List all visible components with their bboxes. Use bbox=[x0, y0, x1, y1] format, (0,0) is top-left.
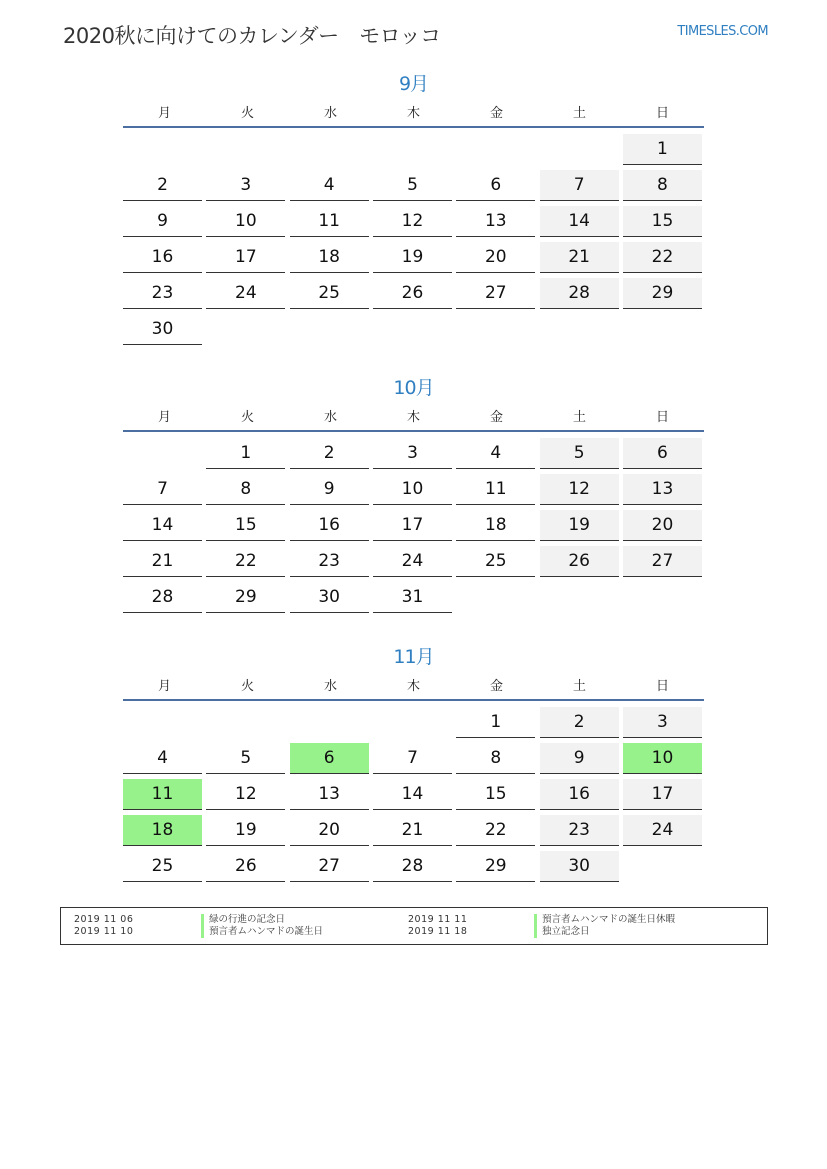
day-cell: 23 bbox=[290, 546, 369, 577]
empty-cell bbox=[290, 133, 369, 169]
weekday-sun: 日 bbox=[655, 410, 669, 425]
day-cell: 21 bbox=[373, 815, 452, 846]
day-cell: 18 bbox=[290, 242, 369, 273]
legend-entry bbox=[74, 926, 394, 938]
day-cell: 18 bbox=[456, 510, 535, 541]
legend-date: 2019 11 18 bbox=[408, 926, 468, 937]
day-cell: 7 bbox=[123, 474, 202, 505]
day-cell: 30 bbox=[123, 314, 202, 345]
day-cell: 29 bbox=[623, 278, 702, 309]
day-grid bbox=[123, 437, 704, 617]
weekday-mon: 月 bbox=[157, 679, 171, 694]
empty-cell bbox=[206, 706, 285, 742]
day-cell: 16 bbox=[123, 242, 202, 273]
day-cell: 14 bbox=[123, 510, 202, 541]
day-cell: 22 bbox=[456, 815, 535, 846]
day-cell: 2 bbox=[540, 707, 619, 738]
weekday-header-row bbox=[123, 406, 704, 432]
month-calendar-november bbox=[123, 643, 704, 886]
weekday-tue: 火 bbox=[240, 679, 254, 694]
day-cell: 8 bbox=[456, 743, 535, 774]
day-cell: 8 bbox=[623, 170, 702, 201]
month-name: 9月 bbox=[398, 73, 429, 95]
day-grid bbox=[123, 706, 704, 886]
day-cell: 23 bbox=[540, 815, 619, 846]
weekday-thu: 木 bbox=[406, 410, 420, 425]
day-cell: 4 bbox=[290, 170, 369, 201]
day-cell: 28 bbox=[540, 278, 619, 309]
empty-cell bbox=[123, 133, 202, 169]
day-cell: 24 bbox=[373, 546, 452, 577]
empty-cell bbox=[206, 133, 285, 169]
day-cell: 26 bbox=[206, 851, 285, 882]
day-cell: 3 bbox=[206, 170, 285, 201]
day-cell: 11 bbox=[456, 474, 535, 505]
day-cell: 24 bbox=[623, 815, 702, 846]
day-cell: 12 bbox=[540, 474, 619, 505]
day-cell: 13 bbox=[456, 206, 535, 237]
page-title: 2020秋に向けてのカレンダー モロッコ bbox=[63, 24, 441, 48]
weekday-sat: 土 bbox=[572, 106, 586, 121]
weekday-header-row bbox=[123, 102, 704, 128]
day-cell: 15 bbox=[206, 510, 285, 541]
empty-cell bbox=[123, 706, 202, 742]
day-cell: 25 bbox=[456, 546, 535, 577]
legend-holiday-name: 預言者ムハンマドの誕生日 bbox=[201, 926, 323, 938]
day-cell: 16 bbox=[540, 779, 619, 810]
day-cell: 17 bbox=[373, 510, 452, 541]
day-cell: 15 bbox=[456, 779, 535, 810]
legend-date: 2019 11 11 bbox=[408, 914, 468, 925]
day-cell: 25 bbox=[290, 278, 369, 309]
legend-entry bbox=[74, 914, 394, 926]
day-cell: 28 bbox=[123, 582, 202, 613]
month-calendar-october bbox=[123, 374, 704, 617]
day-cell: 26 bbox=[540, 546, 619, 577]
day-cell: 21 bbox=[123, 546, 202, 577]
legend-holiday-name: 預言者ムハンマドの誕生日休暇 bbox=[534, 914, 675, 926]
legend-entry bbox=[408, 926, 758, 938]
day-cell: 7 bbox=[373, 743, 452, 774]
weekday-sat: 土 bbox=[572, 410, 586, 425]
legend-entry bbox=[408, 914, 758, 926]
day-cell: 1 bbox=[623, 134, 702, 165]
day-cell: 13 bbox=[290, 779, 369, 810]
weekday-wed: 水 bbox=[323, 410, 337, 425]
weekday-fri: 金 bbox=[489, 679, 503, 694]
empty-cell bbox=[373, 133, 452, 169]
empty-cell bbox=[540, 133, 619, 169]
weekday-header-row bbox=[123, 675, 704, 701]
weekday-tue: 火 bbox=[240, 106, 254, 121]
day-cell: 9 bbox=[290, 474, 369, 505]
day-cell: 10 bbox=[206, 206, 285, 237]
weekday-fri: 金 bbox=[489, 106, 503, 121]
day-cell: 4 bbox=[123, 743, 202, 774]
day-cell: 29 bbox=[206, 582, 285, 613]
day-cell: 27 bbox=[290, 851, 369, 882]
day-cell: 22 bbox=[623, 242, 702, 273]
day-cell: 4 bbox=[456, 438, 535, 469]
day-cell: 8 bbox=[206, 474, 285, 505]
day-cell: 27 bbox=[456, 278, 535, 309]
weekday-sun: 日 bbox=[655, 106, 669, 121]
day-cell: 26 bbox=[373, 278, 452, 309]
day-cell: 5 bbox=[540, 438, 619, 469]
day-cell: 14 bbox=[540, 206, 619, 237]
day-cell: 1 bbox=[206, 438, 285, 469]
day-cell: 30 bbox=[540, 851, 619, 882]
day-cell: 9 bbox=[540, 743, 619, 774]
day-cell: 24 bbox=[206, 278, 285, 309]
day-cell: 5 bbox=[206, 743, 285, 774]
day-cell: 10 bbox=[373, 474, 452, 505]
empty-cell bbox=[123, 437, 202, 473]
day-grid bbox=[123, 133, 704, 349]
day-cell: 13 bbox=[623, 474, 702, 505]
day-cell: 1 bbox=[456, 707, 535, 738]
day-cell: 2 bbox=[290, 438, 369, 469]
empty-cell bbox=[456, 133, 535, 169]
weekday-tue: 火 bbox=[240, 410, 254, 425]
month-calendar-september bbox=[123, 70, 704, 349]
month-name: 11月 bbox=[393, 646, 434, 668]
holiday-legend bbox=[60, 907, 768, 945]
weekday-mon: 月 bbox=[157, 410, 171, 425]
day-cell: 6 bbox=[456, 170, 535, 201]
day-cell: 11 bbox=[290, 206, 369, 237]
day-cell: 5 bbox=[373, 170, 452, 201]
weekday-fri: 金 bbox=[489, 410, 503, 425]
day-cell: 21 bbox=[540, 242, 619, 273]
day-cell: 7 bbox=[540, 170, 619, 201]
day-cell: 14 bbox=[373, 779, 452, 810]
weekday-mon: 月 bbox=[157, 106, 171, 121]
day-cell: 17 bbox=[623, 779, 702, 810]
day-cell-holiday: 11 bbox=[123, 779, 202, 810]
day-cell: 25 bbox=[123, 851, 202, 882]
legend-date: 2019 11 10 bbox=[74, 926, 134, 937]
legend-holiday-name: 独立記念日 bbox=[534, 926, 590, 938]
weekday-wed: 水 bbox=[323, 679, 337, 694]
day-cell: 3 bbox=[373, 438, 452, 469]
weekday-wed: 水 bbox=[323, 106, 337, 121]
day-cell: 12 bbox=[206, 779, 285, 810]
day-cell: 31 bbox=[373, 582, 452, 613]
brand-logo-text[interactable]: TIMESLES.COM bbox=[677, 24, 768, 39]
day-cell: 27 bbox=[623, 546, 702, 577]
empty-cell bbox=[290, 706, 369, 742]
day-cell: 20 bbox=[623, 510, 702, 541]
day-cell: 3 bbox=[623, 707, 702, 738]
day-cell: 19 bbox=[373, 242, 452, 273]
day-cell: 20 bbox=[290, 815, 369, 846]
day-cell: 16 bbox=[290, 510, 369, 541]
day-cell: 19 bbox=[540, 510, 619, 541]
empty-cell bbox=[373, 706, 452, 742]
weekday-sun: 日 bbox=[655, 679, 669, 694]
legend-holiday-name: 緑の行進の記念日 bbox=[201, 914, 285, 926]
day-cell: 29 bbox=[456, 851, 535, 882]
day-cell: 20 bbox=[456, 242, 535, 273]
day-cell: 12 bbox=[373, 206, 452, 237]
day-cell: 17 bbox=[206, 242, 285, 273]
day-cell: 22 bbox=[206, 546, 285, 577]
day-cell: 15 bbox=[623, 206, 702, 237]
day-cell-holiday: 6 bbox=[290, 743, 369, 774]
month-name: 10月 bbox=[393, 377, 434, 399]
day-cell: 28 bbox=[373, 851, 452, 882]
weekday-thu: 木 bbox=[406, 679, 420, 694]
day-cell-holiday: 10 bbox=[623, 743, 702, 774]
day-cell: 9 bbox=[123, 206, 202, 237]
day-cell: 30 bbox=[290, 582, 369, 613]
day-cell: 23 bbox=[123, 278, 202, 309]
legend-date: 2019 11 06 bbox=[74, 914, 134, 925]
day-cell: 19 bbox=[206, 815, 285, 846]
weekday-thu: 木 bbox=[406, 106, 420, 121]
weekday-sat: 土 bbox=[572, 679, 586, 694]
day-cell-holiday: 18 bbox=[123, 815, 202, 846]
day-cell: 2 bbox=[123, 170, 202, 201]
day-cell: 6 bbox=[623, 438, 702, 469]
